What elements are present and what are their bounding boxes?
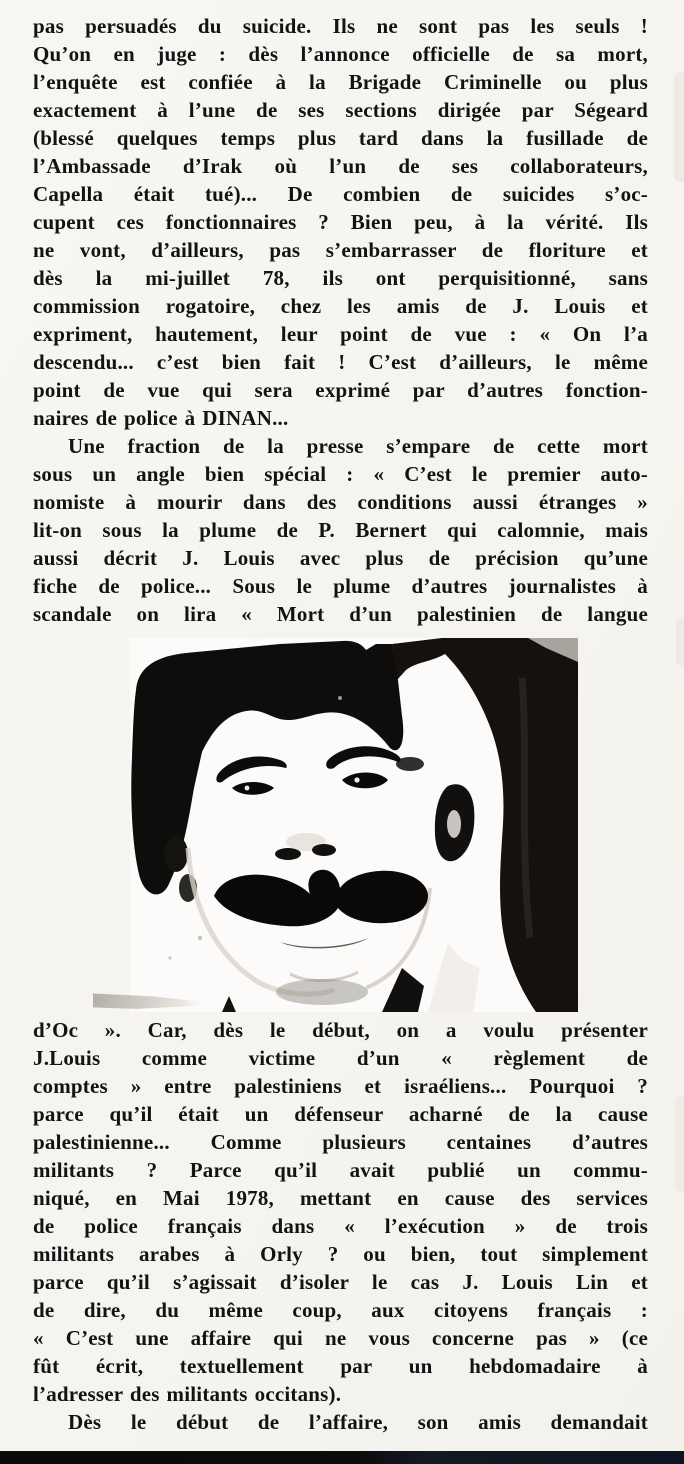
text-line: aussi décrit J. Louis avec plus de précision qu’une — [33, 546, 648, 570]
text-line: point de vue qui sera exprimé par d’autres fonction- — [33, 378, 648, 402]
text-line: de dire, du même coup, aux citoyens français : — [33, 1298, 648, 1322]
text-line: niqué, en Mai 1978, mettant en cause des services — [33, 1186, 648, 1210]
scan-edge-smudge — [675, 1096, 684, 1192]
text-line: naires de police à DINAN... — [33, 406, 289, 430]
text-line: exactement à l’une de ses sections dirigée par Ségeard — [33, 98, 648, 122]
text-line: Qu’on en juge : dès l’annonce officielle de sa mort, — [33, 42, 648, 66]
text-line: Une fraction de la presse s’empare de cette mort — [68, 434, 648, 458]
text-line: l’Ambassade d’Irak où l’un de ses collaborateurs, — [33, 154, 648, 178]
text-line: descendu... c’est bien fait ! C’est d’ailleurs, le même — [33, 350, 648, 374]
body-text-lower — [33, 1016, 648, 1436]
scan-edge-smudge — [674, 72, 684, 182]
text-line: cupent ces fonctionnaires ? Bien peu, à la vérité. Ils — [33, 210, 648, 234]
text-line: lit-on sous la plume de P. Bernert qui calomnie, mais — [33, 518, 648, 542]
text-line: fiche de police... Sous le plume d’autres journalistes à — [33, 574, 648, 598]
text-line: scandale on lira « Mort d’un palestinien de langue — [33, 602, 648, 626]
text-line: J.Louis comme victime d’un « règlement de — [33, 1046, 648, 1070]
text-line: comptes » entre palestiniens et israéliens... Pourquoi ? — [33, 1074, 648, 1098]
text-line: dès la mi-juillet 78, ils ont perquisitionné, sans — [33, 266, 648, 290]
scan-edge-bar — [0, 1451, 684, 1464]
text-line: palestinienne... Comme plusieurs centaines d’autres — [33, 1130, 648, 1154]
text-line: parce qu’il s’agissait d’isoler le cas J. Louis Lin et — [33, 1270, 648, 1294]
text-line: commission rogatoire, chez les amis de J. Louis et — [33, 294, 648, 318]
text-line: sous un angle bien spécial : « C’est le premier auto- — [33, 462, 648, 486]
text-line: pas persuadés du suicide. Ils ne sont pas les seuls ! — [33, 14, 648, 38]
text-line: l’adresser des militants occitans). — [33, 1382, 342, 1406]
scan-edge-smudge — [676, 618, 684, 666]
text-line: nomiste à mourir dans des conditions aussi étranges » — [33, 490, 648, 514]
text-line: d’Oc ». Car, dès le début, on a voulu présenter — [33, 1018, 648, 1042]
text-line: militants ? Parce qu’il avait publié un commu- — [33, 1158, 648, 1182]
portrait-photo-art — [130, 638, 578, 1012]
text-line: ne vont, d’ailleurs, pas s’embarrasser de floriture et — [33, 238, 648, 262]
text-line: parce qu’il était un défenseur acharné de la cause — [33, 1102, 648, 1126]
portrait-photo — [130, 638, 578, 1012]
body-text-upper — [33, 12, 648, 628]
text-line: l’enquête est confiée à la Brigade Criminelle ou plus — [33, 70, 648, 94]
text-line: de police français dans « l’exécution » de trois — [33, 1214, 648, 1238]
text-line: fût écrit, textuellement par un hebdomadaire à — [33, 1354, 648, 1378]
text-line: (blessé quelques temps plus tard dans la fusillade de — [33, 126, 648, 150]
text-line: Dès le début de l’affaire, son amis demandait — [68, 1410, 648, 1434]
text-line: « C’est une affaire qui ne vous concerne pas » (ce — [33, 1326, 648, 1350]
text-line: militants arabes à Orly ? ou bien, tout simplement — [33, 1242, 648, 1266]
text-line: expriment, hautement, leur point de vue : « On l’a — [33, 322, 648, 346]
text-line: Capella était tué)... De combien de suicides s’oc- — [33, 182, 648, 206]
